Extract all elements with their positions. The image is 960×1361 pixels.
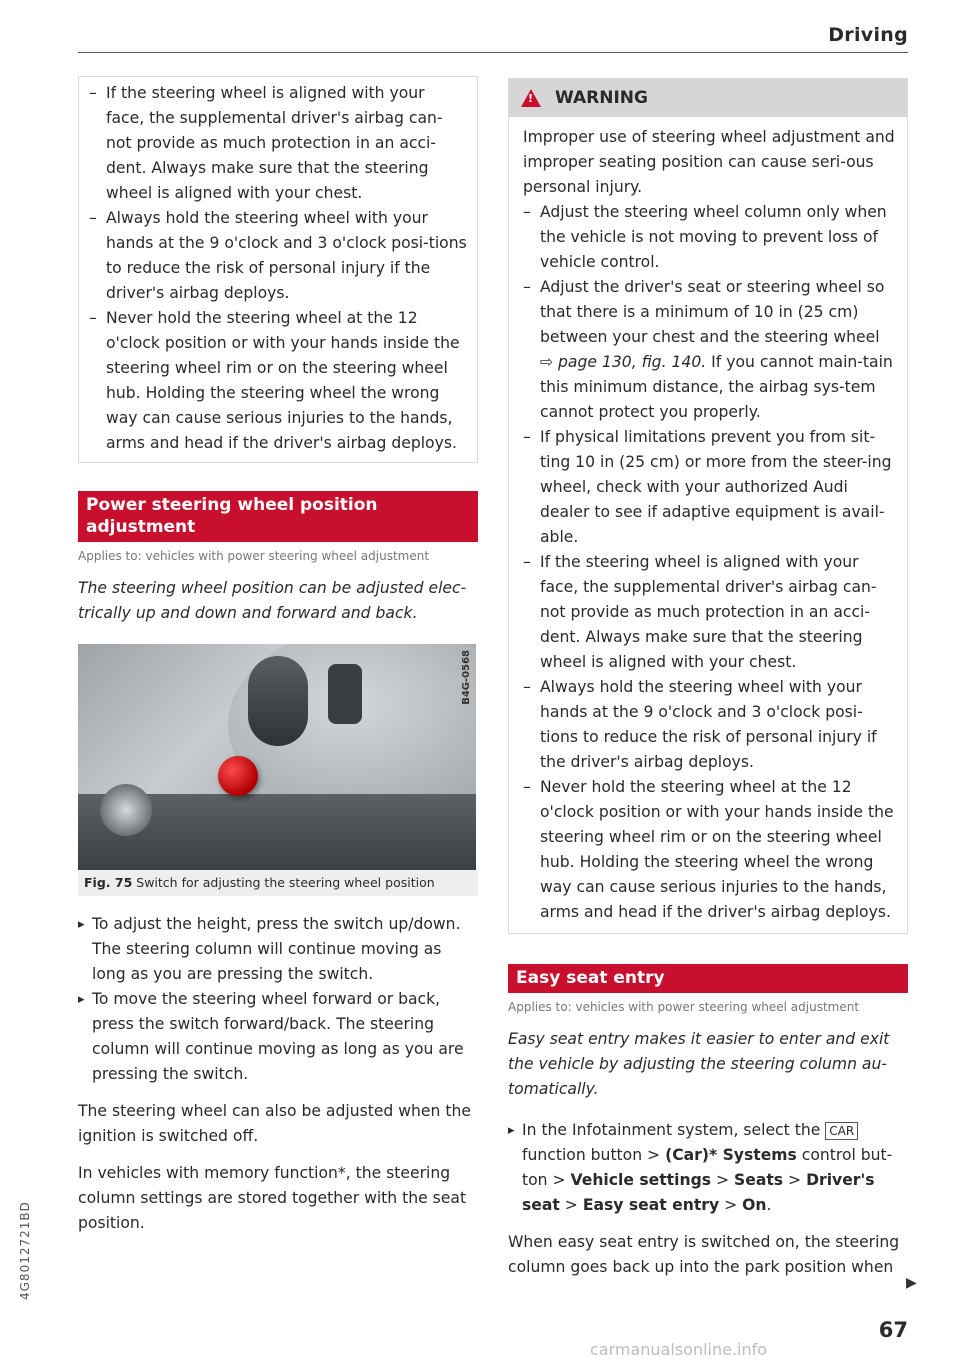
list-item: ▸ To move the steering wheel forward or back, press the switch forward/back. The steering column will continue moving as long as you are pressing the switch. bbox=[78, 987, 478, 1087]
menu-vehicle-settings: Vehicle settings bbox=[570, 1171, 712, 1189]
step-text: > bbox=[559, 1196, 583, 1214]
warning-body bbox=[509, 117, 907, 933]
menu-on: On bbox=[742, 1196, 767, 1214]
list-item: – Always hold the steering wheel with your hands at the 9 o'clock and 3 o'clock posi-tions to reduce the risk of personal injury if the driver's airbag deploys. bbox=[523, 675, 895, 775]
section-title: Driving bbox=[828, 24, 908, 46]
applies-to-note: Applies to: vehicles with power steering wheel adjustment bbox=[78, 549, 430, 563]
column-lever bbox=[248, 656, 308, 746]
right-column bbox=[508, 78, 908, 1280]
page-number: 67 bbox=[878, 1318, 908, 1342]
section-heading-easy-seat-entry: Easy seat entry bbox=[508, 964, 908, 993]
step-text: In the Infotainment system, select the bbox=[522, 1121, 826, 1139]
step-text: function button > bbox=[522, 1146, 666, 1164]
warning-title: WARNING bbox=[555, 88, 648, 108]
warning-intro: Improper use of steering wheel adjustment and improper seating position can cause seri-ous personal injury. bbox=[523, 128, 895, 196]
column-stalk bbox=[328, 664, 362, 724]
warning-item-text: Adjust the driver's seat or steering wheel so that there is a minimum of 10 in (25 cm) between your chest and the steering wheel bbox=[540, 278, 885, 346]
list-item bbox=[508, 1118, 908, 1218]
step-text: > bbox=[783, 1171, 807, 1189]
continued-warning-list bbox=[89, 81, 467, 456]
step-text: > bbox=[711, 1171, 735, 1189]
continued-warning-box bbox=[78, 76, 478, 463]
watermark: carmanualsonline.info bbox=[590, 1340, 768, 1359]
menu-car-systems: (Car)* Systems bbox=[665, 1146, 797, 1164]
left-column bbox=[78, 76, 478, 1236]
step-text: control but-ton > bbox=[522, 1146, 893, 1189]
header-rule bbox=[78, 52, 908, 53]
light-switch-dial bbox=[100, 784, 152, 836]
figure-label: Fig. 75 bbox=[84, 875, 133, 890]
instruction-steps bbox=[78, 912, 478, 1087]
section-intro: Easy seat entry makes it easier to enter and exit the vehicle by adjusting the steering column au-tomatically. bbox=[508, 1030, 890, 1098]
applies-to-note: Applies to: vehicles with power steering wheel adjustment bbox=[508, 1000, 860, 1014]
warning-box bbox=[508, 78, 908, 934]
warning-list bbox=[523, 200, 895, 925]
list-item bbox=[523, 275, 895, 425]
list-item: – Adjust the steering wheel column only when the vehicle is not moving to prevent loss of vehicle control. bbox=[523, 200, 895, 275]
continue-arrow-icon: ▶ bbox=[906, 1275, 917, 1291]
list-item: – If physical limitations prevent you from sit-ting 10 in (25 cm) or more from the steer-ing wheel, check with your authorized Audi dealer to see if adaptive equipment is avail-able. bbox=[523, 425, 895, 550]
section-heading-power-steering: Power steering wheel position adjustment bbox=[78, 491, 478, 542]
warning-triangle-icon: ! bbox=[521, 89, 541, 107]
step-text: > bbox=[719, 1196, 743, 1214]
paragraph-ignition-off: The steering wheel can also be adjusted when the ignition is switched off. bbox=[78, 1102, 471, 1145]
figure-caption-text: Switch for adjusting the steering wheel position bbox=[136, 875, 435, 890]
page-reference-link[interactable]: ⇨ page 130, fig. 140. bbox=[540, 353, 707, 371]
figure-code: B4G-0568 bbox=[461, 650, 472, 705]
list-item: ▸ To adjust the height, press the switch up/down. The steering column will continue moving as long as you are pressing the switch. bbox=[78, 912, 478, 987]
list-item: – Never hold the steering wheel at the 12 o'clock position or with your hands inside the steering wheel rim or on the steering wheel hub. Holding the steering wheel the wrong way can cause serious injuries to the hands, arms and head if the driver's airbag deploys. bbox=[523, 775, 895, 925]
figure-steering-switch-image bbox=[78, 644, 476, 870]
instruction-steps bbox=[508, 1118, 908, 1218]
car-button-label: CAR bbox=[825, 1122, 858, 1140]
adjustment-switch-highlight bbox=[218, 756, 258, 796]
step-text: . bbox=[766, 1196, 772, 1214]
menu-easy-seat-entry: Easy seat entry bbox=[582, 1196, 720, 1214]
menu-seats: Seats bbox=[734, 1171, 784, 1189]
list-item: – If the steering wheel is aligned with your face, the supplemental driver's airbag can-not provide as much protection in an acci-dent. Always make sure that the steering wheel is aligned with your chest. bbox=[523, 550, 895, 675]
document-code: 4G8012721BD bbox=[18, 1201, 32, 1300]
list-item: – Never hold the steering wheel at the 12 o'clock position or with your hands inside the steering wheel rim or on the steering wheel hub. Holding the steering wheel the wrong way can cause serious injuries to the hands, arms and head if the driver's airbag deploys. bbox=[89, 306, 467, 456]
warning-header bbox=[509, 79, 907, 117]
list-item: – If the steering wheel is aligned with your face, the supplemental driver's airbag can-not provide as much protection in an acci-dent. Always make sure that the steering wheel is aligned with your chest. bbox=[89, 81, 467, 206]
paragraph-memory-function: In vehicles with memory function*, the steering column settings are stored together with the seat position. bbox=[78, 1164, 467, 1232]
section-intro: The steering wheel position can be adjusted elec-trically up and down and forward and back. bbox=[78, 579, 467, 622]
list-item: – Always hold the steering wheel with your hands at the 9 o'clock and 3 o'clock posi-tions to reduce the risk of personal injury if the driver's airbag deploys. bbox=[89, 206, 467, 306]
menu-drivers-seat: Driver's seat bbox=[522, 1171, 875, 1214]
warning-item-text: If you cannot main-tain this minimum distance, the airbag sys-tem cannot protect you properly. bbox=[540, 353, 893, 421]
figure-caption bbox=[78, 870, 478, 896]
paragraph-easy-seat-entry: When easy seat entry is switched on, the steering column goes back up into the park position when bbox=[508, 1233, 900, 1276]
